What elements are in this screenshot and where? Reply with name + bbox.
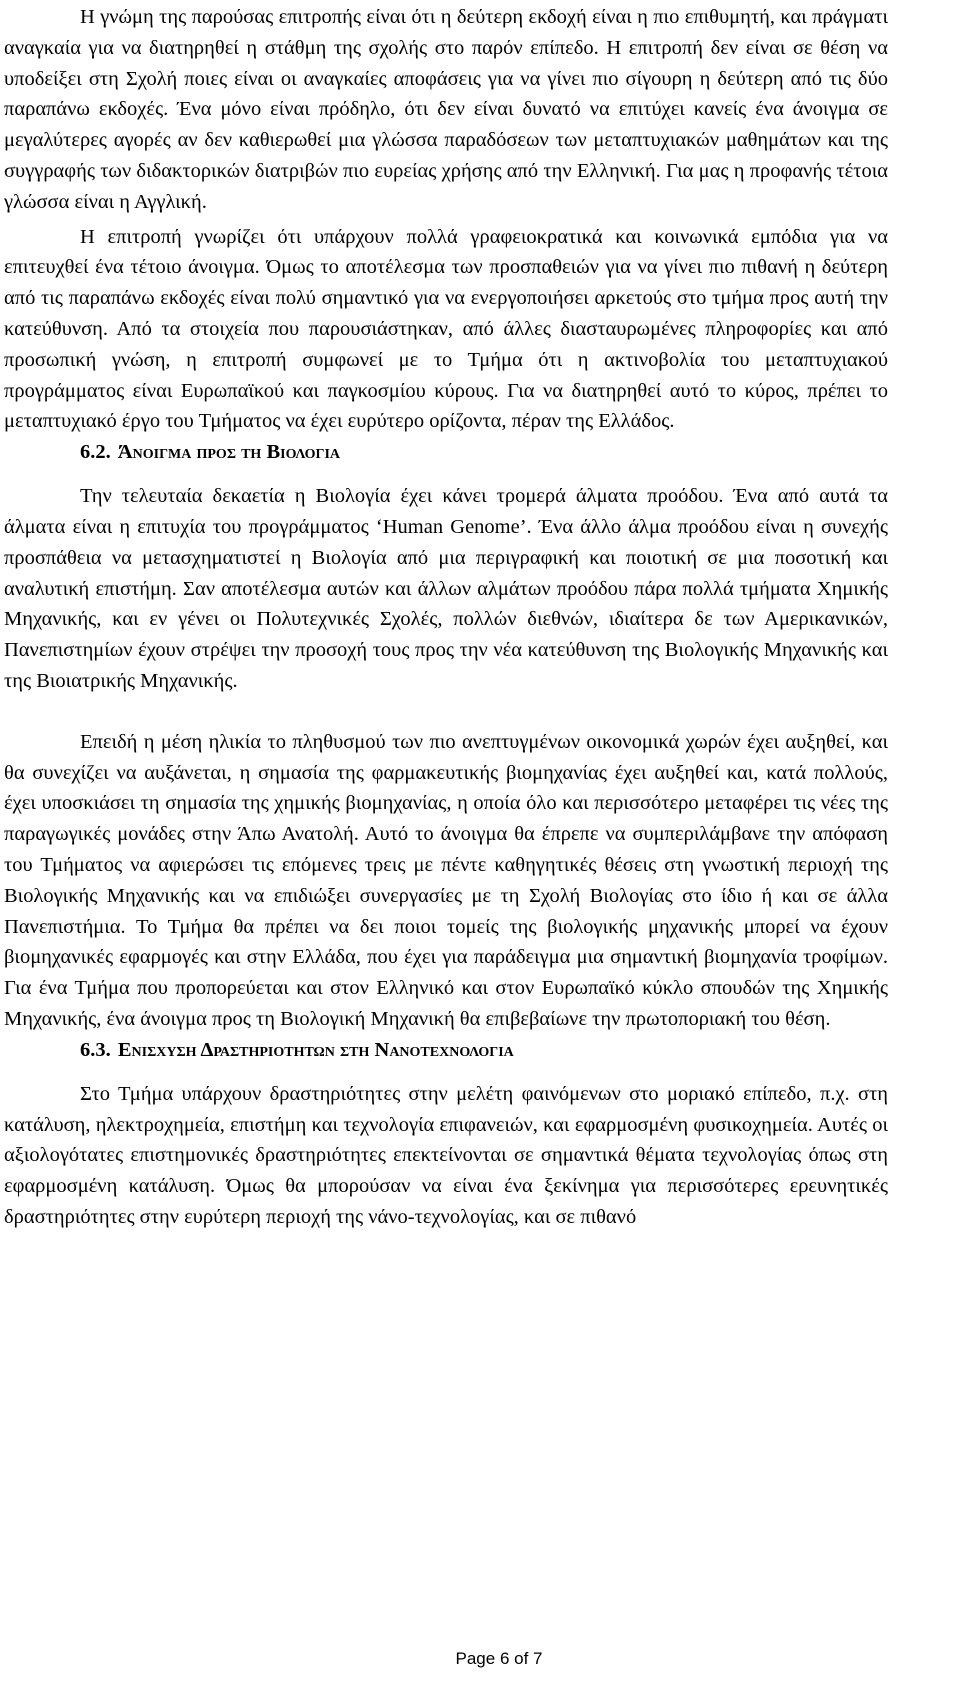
section-heading-6-2 xyxy=(4,437,888,467)
page-footer xyxy=(0,1648,960,1670)
section-title: Άνοιγμα προς τη Βιολογια xyxy=(117,441,341,464)
section-title: Ενισχυση Δραστηριοτητων στη Νανοτεχνολογια xyxy=(117,1038,514,1061)
section-heading-6-3 xyxy=(4,1035,888,1065)
page-body xyxy=(4,2,888,1233)
section-number: 6.2. xyxy=(80,441,111,464)
paragraph-opinion: Η γνώμη της παρούσας επιτροπής είναι ότι η δεύτερη εκδοχή είναι η πιο επιθυμητή, και πράγματι αναγκαία για να διατηρηθεί η στάθμη της σχολής στο παρόν επίπεδο. Η επιτροπή δεν είναι σε θέση να υποδείξει στη Σχολή ποιες είναι οι αναγκαίες αποφάσεις για να γίνει πιο σίγουρη η δεύτερη από τις δύο παραπάνω εκδοχές. Ένα μόνο είναι πρόδηλο, ότι δεν είναι δυνατό να επιτύχει κανείς ένα άνοιγμα σε μεγαλύτερες αγορές αν δεν καθιερωθεί μια γλώσσα παραδόσεων των μεταπτυχιακών μαθημάτων και της συγγραφής των διδακτορικών διατριβών πιο ευρείας χρήσης από την Ελληνική. Για μας η προφανής τέτοια γλώσσα είναι η Αγγλική. xyxy=(4,6,888,213)
page-number: Page 6 of 7 xyxy=(455,1649,543,1668)
paragraph-nanotech: Στο Τμήμα υπάρχουν δραστηριότητες στην μελέτη φαινόμενων στο μοριακό επίπεδο, π.χ. στη κατάλυση, ηλεκτροχημεία, επιστήμη και τεχνολογία επιφανειών, και εφαρμοσμένη φυσικοχημεία. Αυτές οι αξιολογότατες επιστημονικές δραστηριότητες επεκτείνονται σε σημαντικά θέματα τεχνολογίας όπως στη εφαρμοσμένη κατάλυση. Όμως θα μπορούσαν να είναι ένα ξεκίνημα για περισσότερες ερευνητικές δραστηριότητες στην ευρύτερη περιοχή της νάνο-τεχνολογίας, και σε πιθανό xyxy=(4,1082,888,1228)
section-number: 6.3. xyxy=(80,1038,111,1061)
paragraph-biology-progress: Την τελευταία δεκαετία η Βιολογία έχει κάνει τρομερά άλματα προόδου. Ένα από αυτά τα άλματα είναι η επιτυχία του προγράμματος ‘Human Genome’. Ένα άλλο άλμα προόδου είναι η συνεχής προσπάθεια να μετασχηματιστεί η Βιολογία από μια περιγραφική και ποιοτική σε μια ποσοτική και αναλυτική επιστήμη. Σαν αποτέλεσμα αυτών και άλλων αλμάτων προόδου πάρα πολλά τμήματα Χημικής Μηχανικής, και εν γένει οι Πολυτεχνικές Σχολές, πολλών διεθνών, ιδιαίτερα δε των Αμερικανικών, Πανεπιστημίων έχουν στρέψει την προσοχή τους προς την νέα κατεύθυνση της Βιολογικής Μηχανικής και της Βιοιατρικής Μηχανικής. xyxy=(4,485,888,692)
paragraph-pharma-industry: Επειδή η μέση ηλικία το πληθυσμού των πιο ανεπτυγμένων οικονομικά χωρών έχει αυξηθεί, και θα συνεχίζει να αυξάνεται, η σημασία της φαρμακευτικής βιομηχανίας έχει αυξηθεί και, κατά πολλούς, έχει υποσκιάσει τη σημασία της χημικής βιομηχανίας, η οποία όλο και περισσότερο μεταφέρει τις νέες της παραγωγικές μονάδες στην Άπω Ανατολή. Αυτό το άνοιγμα θα έπρεπε να συμπεριλάμβανε την απόφαση του Τμήματος να αφιερώσει τις επόμενες τρεις με πέντε καθηγητικές θέσεις στη γνωστική περιοχή της Βιολογικής Μηχανικής και να επιδιώξει συνεργασίες με τη Σχολή Βιολογίας στο ίδιο ή και σε άλλα Πανεπιστήμια. Το Τμήμα θα πρέπει να δει ποιοι τομείς της βιολογικής μηχανικής μπορεί να έχουν βιομηχανικές εφαρμογές και στην Ελλάδα, που έχει για παράδειγμα μια σημαντική βιομηχανία τροφίμων. Για ένα Τμήμα που προπορεύεται και στον Ελληνικό και στον Ευρωπαϊκό κύκλο σπουδών της Χημικής Μηχανικής, ένα άνοιγμα προς τη Βιολογική Μηχανική θα επιβεβαίωνε την πρωτοποριακή του θέση. xyxy=(4,730,888,1030)
paragraph-obstacles: Η επιτροπή γνωρίζει ότι υπάρχουν πολλά γραφειοκρατικά και κοινωνικά εμπόδια για να επιτευχθεί ένα τέτοιο άνοιγμα. Όμως το αποτέλεσμα των προσπαθειών για να γίνει πιο πιθανή η δεύτερη από τις παραπάνω εκδοχές είναι πολύ σημαντικό για να ενεργοποιήσει αρκετούς στο τμήμα προς αυτή την κατεύθυνση. Από τα στοιχεία που παρουσιάστηκαν, από άλλες διασταυρωμένες πληροφορίες και από προσωπική γνώση, η επιτροπή συμφωνεί με το Τμήμα ότι η ακτινοβολία του μεταπτυχιακού προγράμματος είναι Ευρωπαϊκού και παγκοσμίου κύρους. Για να διατηρηθεί αυτό το κύρος, πρέπει το μεταπτυχιακό έργο του Τμήματος να έχει ευρύτερο ορίζοντα, πέραν της Ελλάδος. xyxy=(4,225,888,433)
